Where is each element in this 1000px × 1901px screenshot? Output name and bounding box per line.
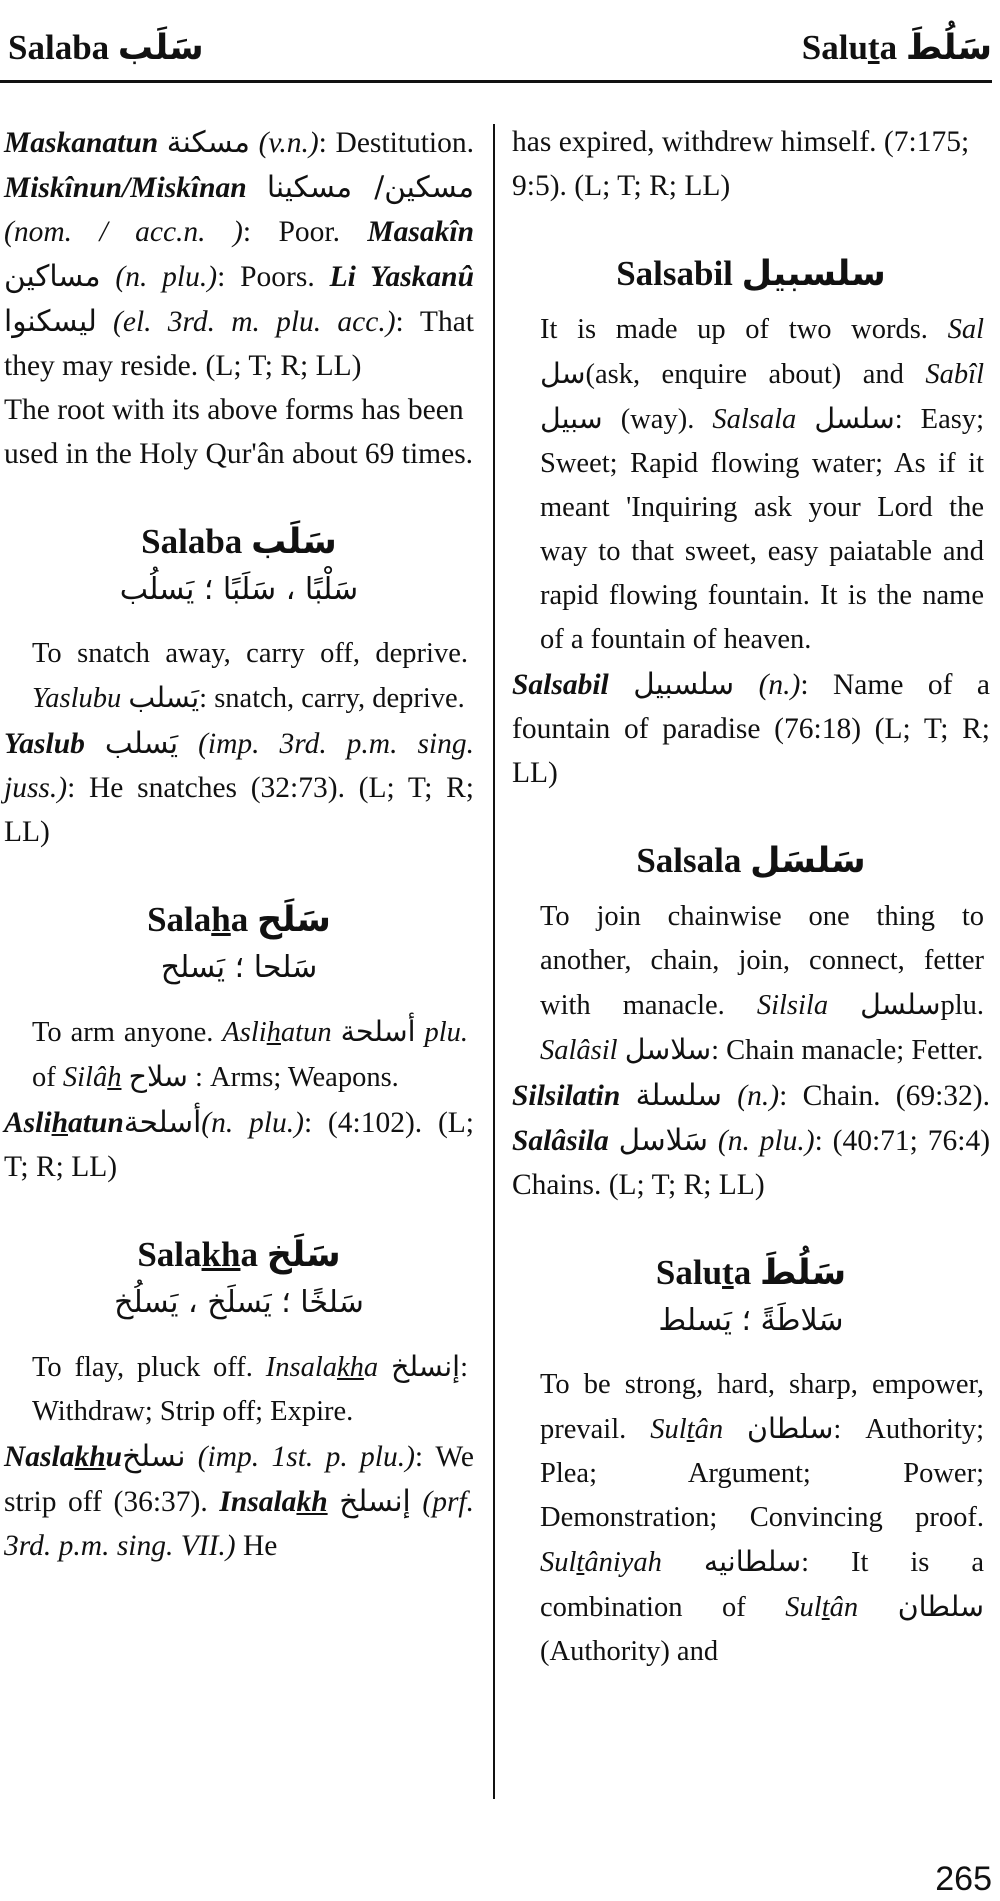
header-rule: [0, 80, 992, 83]
left-column: [4, 120, 474, 1568]
salsabil-entry: Salsabil سلسبيل (n.): Name of a fountain of paradise (76:18) (L; T; R; LL): [512, 667, 990, 789]
saluta-verb-forms: سَلاطَةً ؛ يَسلط: [658, 1303, 844, 1338]
salakha-verb-forms: سَلخًا ؛ يَسلَخ ، يَسلُخ: [114, 1285, 364, 1320]
column-divider: [493, 124, 495, 1799]
salsabil-headword: Salsabil سلسبيل: [616, 254, 886, 294]
running-head-left-arabic: سَلَب: [117, 28, 204, 68]
page-number: 265: [935, 1860, 992, 1898]
salsala-headword: Salsala سَلسَل: [636, 841, 866, 881]
running-head-left-word: Salaba: [8, 28, 110, 67]
salsabil-headword-block: [512, 250, 990, 298]
naslakhu-entry: Naslakhuنسلخ (imp. 1st. p. plu.): We strip off (36:37). Insalakh إنسلخ (prf. 3rd. p.m. sing. VII.) He: [4, 1439, 474, 1562]
running-head-right-arabic: سَلُطَ: [905, 28, 992, 68]
salaba-definition: To snatch away, carry off, deprive. Yaslubu يَسلب: snatch, carry, deprive.: [32, 638, 468, 714]
right-column: [512, 120, 990, 1674]
yaslub-entry: Yaslub يَسلب (imp. 3rd. p.m. sing. juss.): He snatches (32:73). (L; T; R; LL): [4, 726, 474, 848]
salaha-headword: Salaha سَلَح: [147, 900, 331, 940]
salakha-headword-block: [4, 1231, 474, 1327]
insalakh-continuation: has expired, withdrew himself. (7:175; 9:5). (L; T; R; LL): [512, 126, 970, 202]
silsilatin-entry: Silsilatin سلسلة (n.): Chain. (69:32). Salâsila سَلاسل (n. plu.): (40:71; 76:4) Chains. (L; T; R; LL): [512, 1078, 991, 1201]
salaba-headword: Salaba سَلَب: [141, 522, 337, 562]
running-head-right-word: Saluta: [801, 28, 898, 67]
running-head-right: [802, 28, 992, 68]
saluta-headword: Saluta سَلُطَ: [655, 1253, 847, 1293]
running-head-left: [8, 28, 204, 68]
salaha-verb-forms: سَلحا ؛ يَسلح: [160, 950, 318, 985]
maskanatun-entry: Maskanatun مسكنة (v.n.): Destitution. Miskînun/Miskînan مسكين/ مسكينا (nom. / acc.n. ): Poor. Masakîn مساكين (n. plu.): Poors. Li Yaskanû ليسكنوا (el. 3rd. m. plu. acc.): That they may reside. (L; T; R; LL): [4, 125, 474, 382]
aslihatun-entry: Aslihatunأسلحة(n. plu.): (4:102). (L; T; R; LL): [4, 1105, 474, 1183]
saluta-headword-block: [512, 1249, 990, 1345]
salaba-headword-block: [4, 518, 474, 614]
root-usage-note: The root with its above forms has been used in the Holy Qur'ân about 69 times.: [4, 394, 474, 470]
salaba-verb-forms: سَلْبًا ، سَلَبًا ؛ يَسلُب: [119, 572, 359, 607]
salsala-headword-block: [512, 837, 990, 885]
salaha-headword-block: [4, 896, 474, 992]
salakha-headword: Salakha سَلَخ: [137, 1235, 341, 1275]
saluta-definition: To be strong, hard, sharp, empower, prevail. Sultân سلطان: Authority; Plea; Argument; Power; Demonstration; Convincing proof. Sultâniyah سلطانيه: It is a combination of Sultân سلطان (Authority) and: [540, 1369, 984, 1667]
salakha-definition: To flay, pluck off. Insalakha إنسلخ: Withdraw; Strip off; Expire.: [32, 1350, 468, 1427]
salsala-definition: To join chainwise one thing to another, chain, join, connect, fetter with manacle. Silsila سلسلplu. Salâsil سلاسل: Chain manacle; Fetter.: [540, 901, 984, 1066]
salsabil-definition: It is made up of two words. Sal سل(ask, enquire about) and Sabîl سبيل (way). Salsala سلسل: Easy; Sweet; Rapid flowing water; As if it meant 'Inquiring ask your Lord the way to that sweet, easy paiatable and rapid flowing fountain. It is the name of a fountain of heaven.: [540, 314, 984, 655]
salaha-definition: To arm anyone. Aslihatun أسلحة plu. of Silâh سلاح : Arms; Weapons.: [32, 1015, 469, 1093]
